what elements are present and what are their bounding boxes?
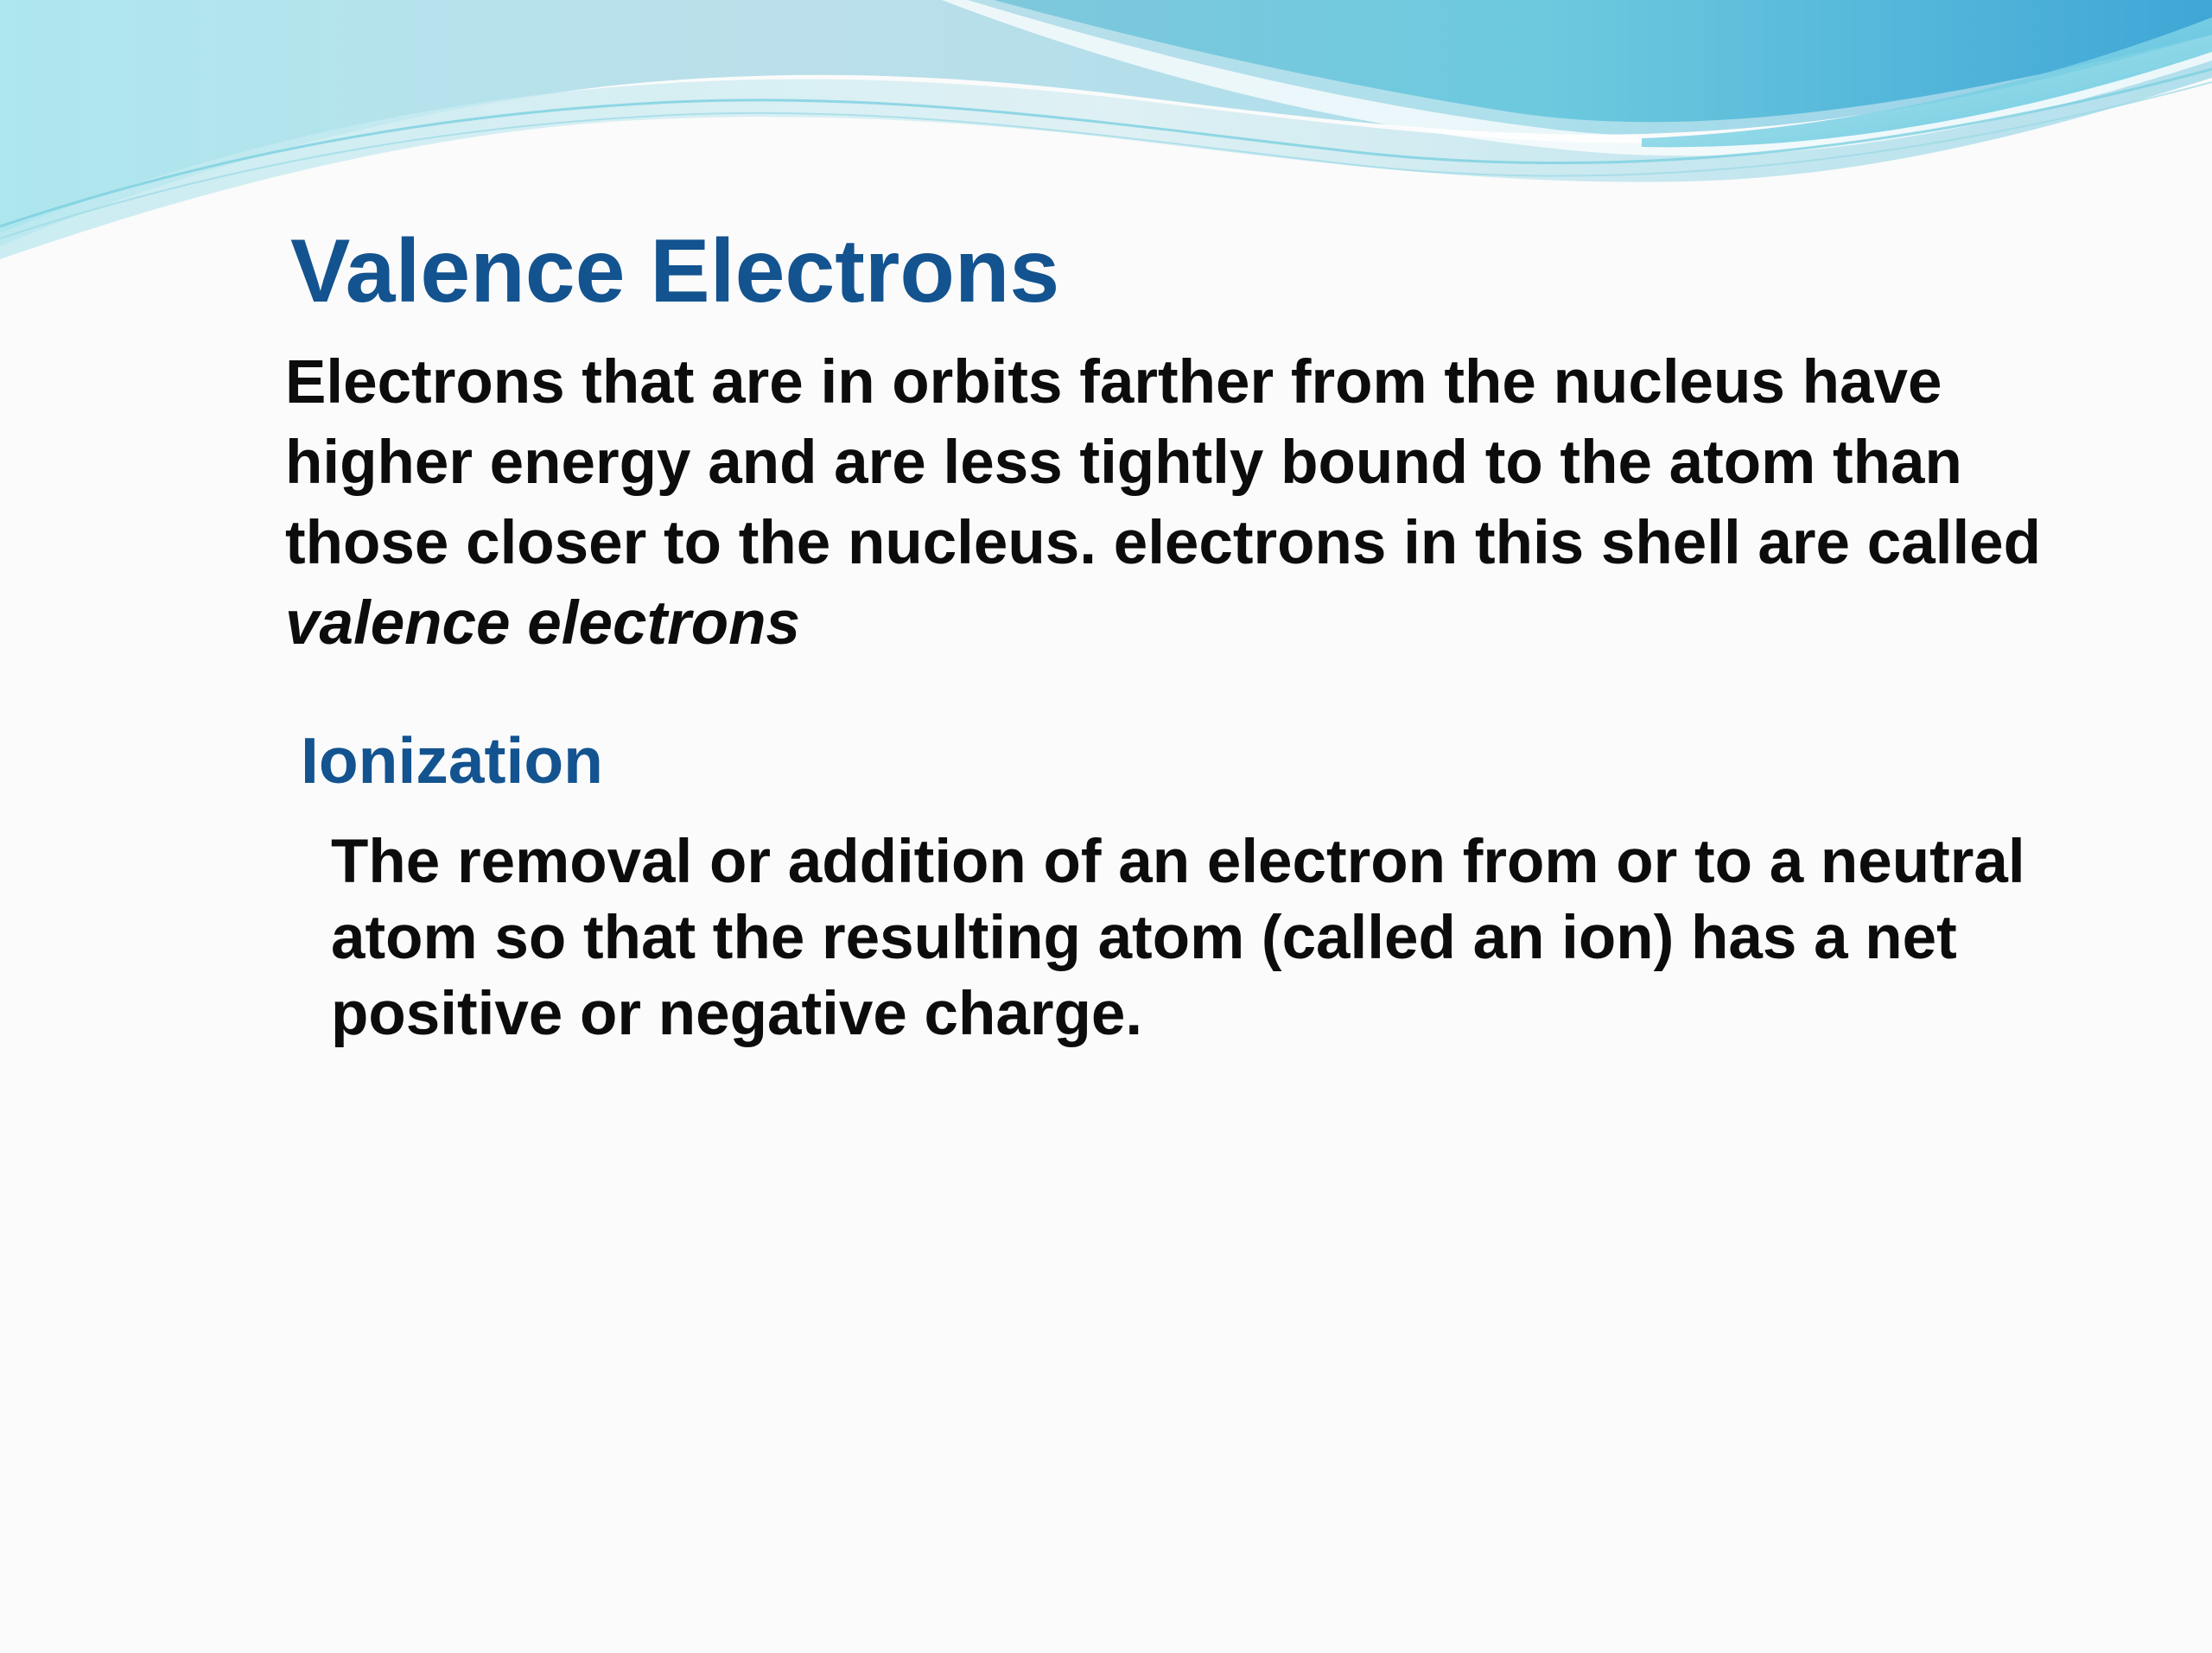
ionization-definition: The removal or addition of an electron from or to a neutral atom so that the resulting atom (called an ion) has a net positive or negative charge.: [331, 828, 2025, 1048]
ionization-heading: Ionization: [301, 724, 603, 797]
header-wave-decoration: [0, 0, 2212, 259]
valence-description-text: Electrons that are in orbits farther from the nucleus have higher energy and are less tightly bound to the atom than those closer to the nucleus. electrons in this shell are called: [285, 348, 2042, 577]
valence-description: [285, 342, 2082, 664]
valence-emphasis: valence electrons: [285, 589, 800, 658]
slide-title: Valence Electrons: [290, 221, 1060, 321]
